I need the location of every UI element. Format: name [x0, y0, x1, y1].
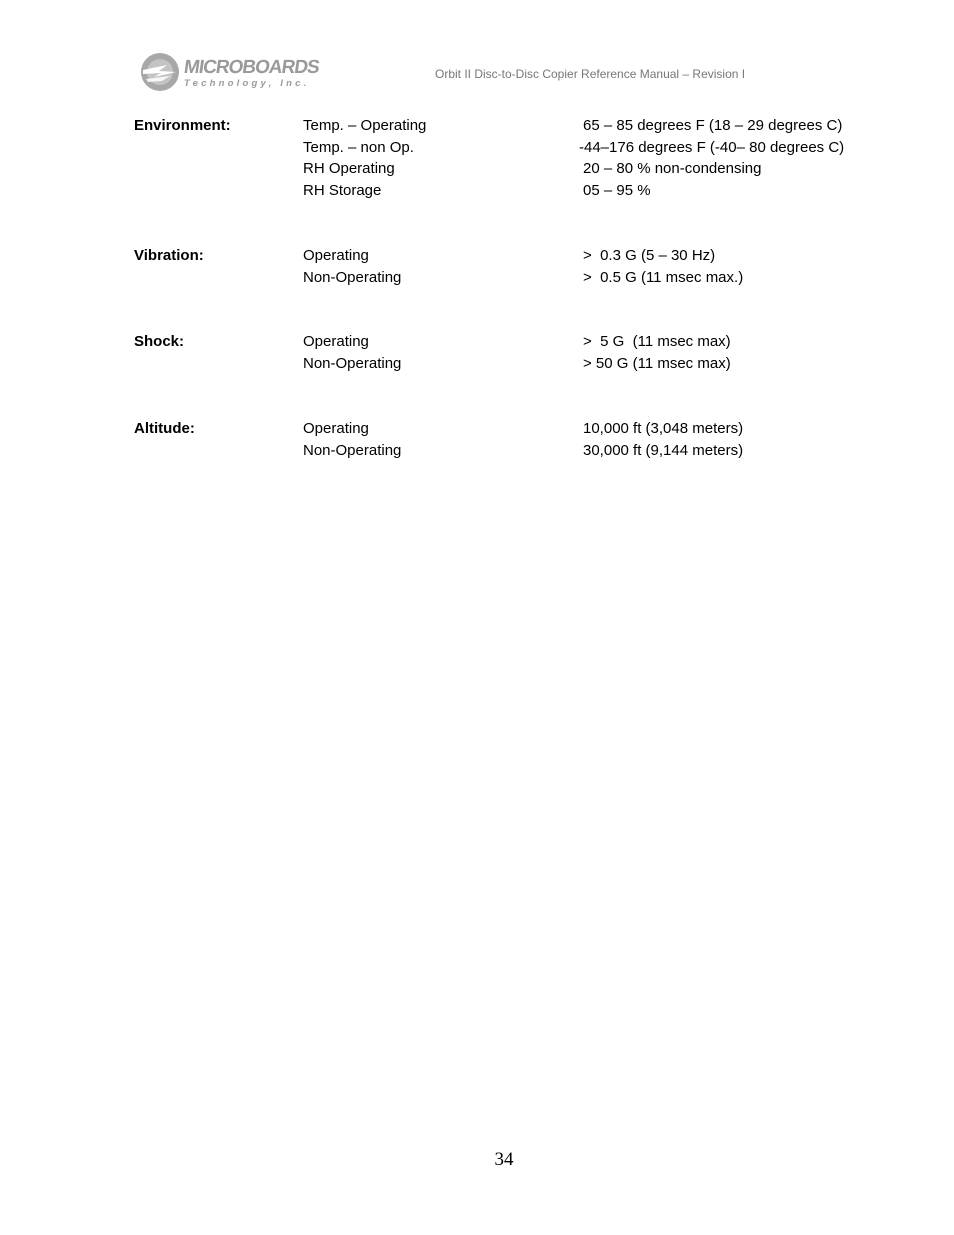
- spec-value: 05 – 95 %: [583, 182, 651, 200]
- spec-label: Temp. – non Op.: [303, 138, 414, 156]
- section-heading: Environment:: [134, 117, 231, 134]
- section-altitude: [0, 420, 954, 463]
- spec-value: > 50 G (11 msec max): [583, 354, 731, 372]
- spec-row: [0, 160, 954, 182]
- spec-label: Operating: [303, 247, 369, 264]
- microboards-disc-logo-icon: [140, 52, 180, 92]
- spec-row: [0, 333, 954, 355]
- spec-label: Operating: [303, 333, 369, 350]
- spec-label: Non-Operating: [303, 354, 402, 372]
- spec-value: 65 – 85 degrees F (18 – 29 degrees C): [583, 117, 843, 134]
- spec-row: [0, 269, 954, 291]
- section-shock: [0, 333, 954, 376]
- section-heading: Vibration:: [134, 247, 204, 264]
- spec-label: Operating: [303, 420, 369, 437]
- spec-value: 10,000 ft (3,048 meters): [583, 420, 744, 437]
- spec-value: 20 – 80 % non-condensing: [583, 160, 762, 178]
- spec-value: 30,000 ft (9,144 meters): [583, 441, 744, 459]
- spec-label: Temp. – Operating: [303, 117, 427, 134]
- spec-row: [0, 139, 954, 161]
- spec-row: [0, 355, 954, 377]
- spec-label: Non-Operating: [303, 441, 402, 459]
- page-number: 34: [494, 1149, 514, 1170]
- section-environment: [0, 117, 954, 204]
- section-vibration: [0, 247, 954, 290]
- section-heading: Shock:: [134, 333, 185, 350]
- microboards-logo: [140, 52, 330, 96]
- spec-label: RH Storage: [303, 182, 382, 200]
- spec-value: > 5 G (11 msec max): [583, 333, 731, 350]
- spec-value: -44–176 degrees F (-40– 80 degrees C): [579, 138, 845, 156]
- spec-row: [0, 442, 954, 464]
- spec-row: [0, 420, 954, 442]
- spec-value: > 0.3 G (5 – 30 Hz): [583, 247, 716, 264]
- spec-row: [0, 247, 954, 269]
- logo-wordmark: MICROBOARDS: [182, 57, 321, 78]
- section-heading: Altitude:: [134, 420, 195, 437]
- logo-subtitle: Technology, Inc.: [184, 78, 310, 89]
- spec-row: [0, 117, 954, 139]
- spec-label: Non-Operating: [303, 268, 402, 286]
- spec-value: > 0.5 G (11 msec max.): [583, 268, 744, 286]
- spec-label: RH Operating: [303, 160, 395, 178]
- spec-row: [0, 182, 954, 204]
- document-title: Orbit II Disc-to-Disc Copier Reference Manual – Revision I: [435, 67, 746, 81]
